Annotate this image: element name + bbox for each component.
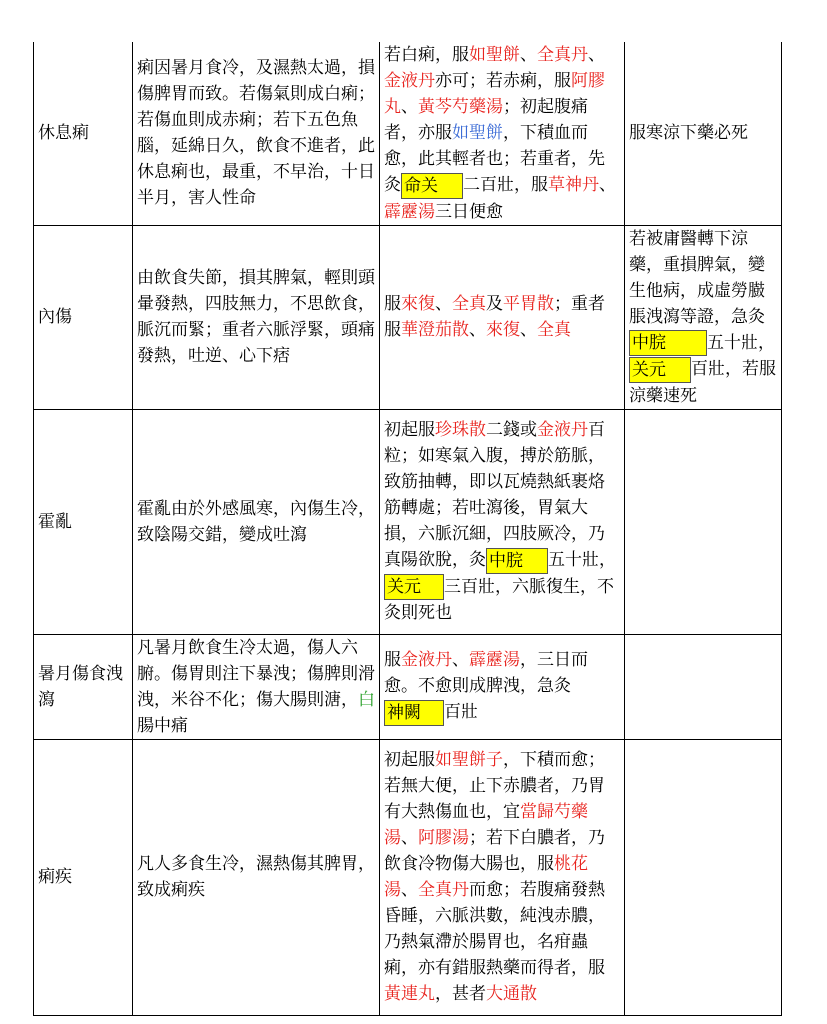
remedy: 金液丹 [401,650,452,671]
row-name: 暑月傷食洩瀉 [34,634,133,739]
text-segment: 若白痢，服 [384,45,469,65]
text-segment: 五十壯， [707,332,775,353]
remedy: 全真丹 [418,880,469,900]
text-segment: 、 [599,175,616,195]
remedy: 霹靂湯 [469,650,520,671]
text-segment: 而愈；若腹痛發熱昏睡，六脈洪數，純洩赤膿，乃熱氣滯於腸胃也，名疳蟲痢，亦有錯服熱藥而得者，服 [384,880,605,978]
treatment-table [33,42,782,1016]
acupoint-highlight: 中脘 [629,330,707,356]
warning-cell [625,409,782,634]
text-segment: 百粒；如寒氣入腹，搏於筋脈，致筋抽轉，即以瓦燒熱紙裹烙筋轉處；若吐瀉後，胃氣大損，六脈沉細，四肢厥冷，乃真陽欲脫，灸 [384,420,605,570]
text-segment: 三百壯，六脈復生，不灸則死也 [384,576,614,623]
acupoint-highlight: 命关 [401,173,463,199]
warning-cell [625,225,782,409]
text-segment: 、 [520,320,537,340]
remedy: 金液丹 [537,420,588,440]
row-name: 內傷 [34,225,133,409]
text-segment: ；初起腹痛者，亦服 [384,97,588,143]
text-segment: 、 [520,45,537,65]
table-row [34,225,782,409]
text-segment: 二錢或 [486,420,537,440]
remedy: 大通散 [486,984,537,1004]
text-segment: 、 [401,828,418,848]
remedy: 來復 [486,320,520,340]
warning-cell: 服寒涼下藥必死 [625,42,782,225]
remedy: 如聖餅 [452,123,503,143]
text-segment: ，三日而愈。不愈則成脾洩，急灸 [384,650,588,697]
text-segment: 及 [486,294,503,314]
text-segment: 百壯，若服涼藥速死 [629,359,776,406]
text-segment: 、 [401,880,418,900]
treatment-cell [380,409,625,634]
cause-cell: 凡人多食生冷，濕熱傷其脾胃，致成痢疾 [133,739,380,1015]
table-row [34,739,782,1015]
acupoint-highlight: 关元 [384,574,444,600]
remedy: 華澄茄散 [401,320,469,340]
text-segment: 百壯 [444,702,478,723]
text-segment: ，下積而愈；若無大便，止下赤膿者，乃胃有大熱傷血也，宜 [384,750,605,822]
remedy: 霹靂湯 [384,201,435,222]
remedy: 平胃散 [503,294,554,314]
remedy: 如聖餅 [469,45,520,65]
cause-cell: 霍亂由於外感風寒，內傷生冷，致陰陽交錯，變成吐瀉 [133,409,380,634]
acupoint-highlight: 神闕 [384,700,444,726]
text-segment: ；若下白膿者，乃飲食冷物傷大腸也，服 [384,828,605,874]
text-segment: ；重者服 [384,294,605,340]
text-segment: 、 [452,650,469,671]
text-segment: 若被庸醫轉下涼藥，重損脾氣，變生他病，成虛勞臌脹洩瀉等證，急灸 [629,228,765,327]
text-segment: 、 [401,97,418,117]
text-segment: 服 [384,650,401,671]
row-name: 霍亂 [34,409,133,634]
remedy: 草神丹 [548,175,599,195]
treatment-cell [380,42,625,225]
remedy: 全真 [537,320,571,340]
remedy: 當歸芍藥湯 [384,802,588,848]
remedy: 阿膠湯 [418,828,469,848]
table-row [34,42,782,225]
remedy: 金液丹 [384,71,435,91]
text-segment: 亦可；若赤痢，服 [435,71,571,91]
remedy: 阿膠丸 [384,71,605,117]
text-segment: 三日便愈 [435,201,503,222]
cause-cell: 由飲食失節，損其脾氣，輕則頭暈發熱，四肢無力，不思飲食，脈沉而緊；重者六脈浮緊，頭痛發熱，吐逆、心下痞 [133,225,380,409]
remedy: 全真丹 [537,45,588,65]
text-segment: 、 [469,320,486,340]
text-segment: 初起服 [384,420,435,440]
text-segment: ，下積血而愈，此其輕者也；若重者，先灸 [384,123,605,195]
remedy: 珍珠散 [435,420,486,440]
remedy: 來復 [401,294,435,314]
text-segment: 凡暑月飲食生冷太過，傷人六腑。傷胃則注下暴洩；傷脾則滑洩，米谷不化；傷大腸則溏， [137,637,375,710]
table-row [34,409,782,634]
row-name: 痢疾 [34,739,133,1015]
text-segment: 二百壯，服 [463,175,548,195]
text-segment: 腸中痛 [137,715,188,736]
remedy: 黃連丸 [384,984,435,1004]
text-segment: 服 [384,294,401,314]
organ-term: 白 [358,689,375,710]
cause-cell: 痢因暑月食冷，及濕熱太過，損傷脾胃而致。若傷氣則成白痢；若傷血則成赤痢；若下五色魚腦，延綿日久，飲食不進者，此休息痢也，最重，不早治，十日半月，害人性命 [133,42,380,225]
warning-cell [625,634,782,739]
text-segment: 初起服 [384,750,435,770]
table-row [34,634,782,739]
warning-cell [625,739,782,1015]
text-segment: 、 [588,45,605,65]
text-segment: 五十壯， [548,550,616,570]
treatment-cell [380,634,625,739]
treatment-cell [380,225,625,409]
text-segment: ，甚者 [435,984,486,1004]
acupoint-highlight: 中脘 [486,548,548,574]
cause-cell [133,634,380,739]
acupoint-highlight: 关元 [629,357,691,383]
remedy: 如聖餅子 [435,750,503,770]
remedy: 桃花湯 [384,854,588,900]
remedy: 黃芩芍藥湯 [418,97,503,117]
row-name: 休息痢 [34,42,133,225]
text-segment: 、 [435,294,452,314]
treatment-cell [380,739,625,1015]
remedy: 全真 [452,294,486,314]
